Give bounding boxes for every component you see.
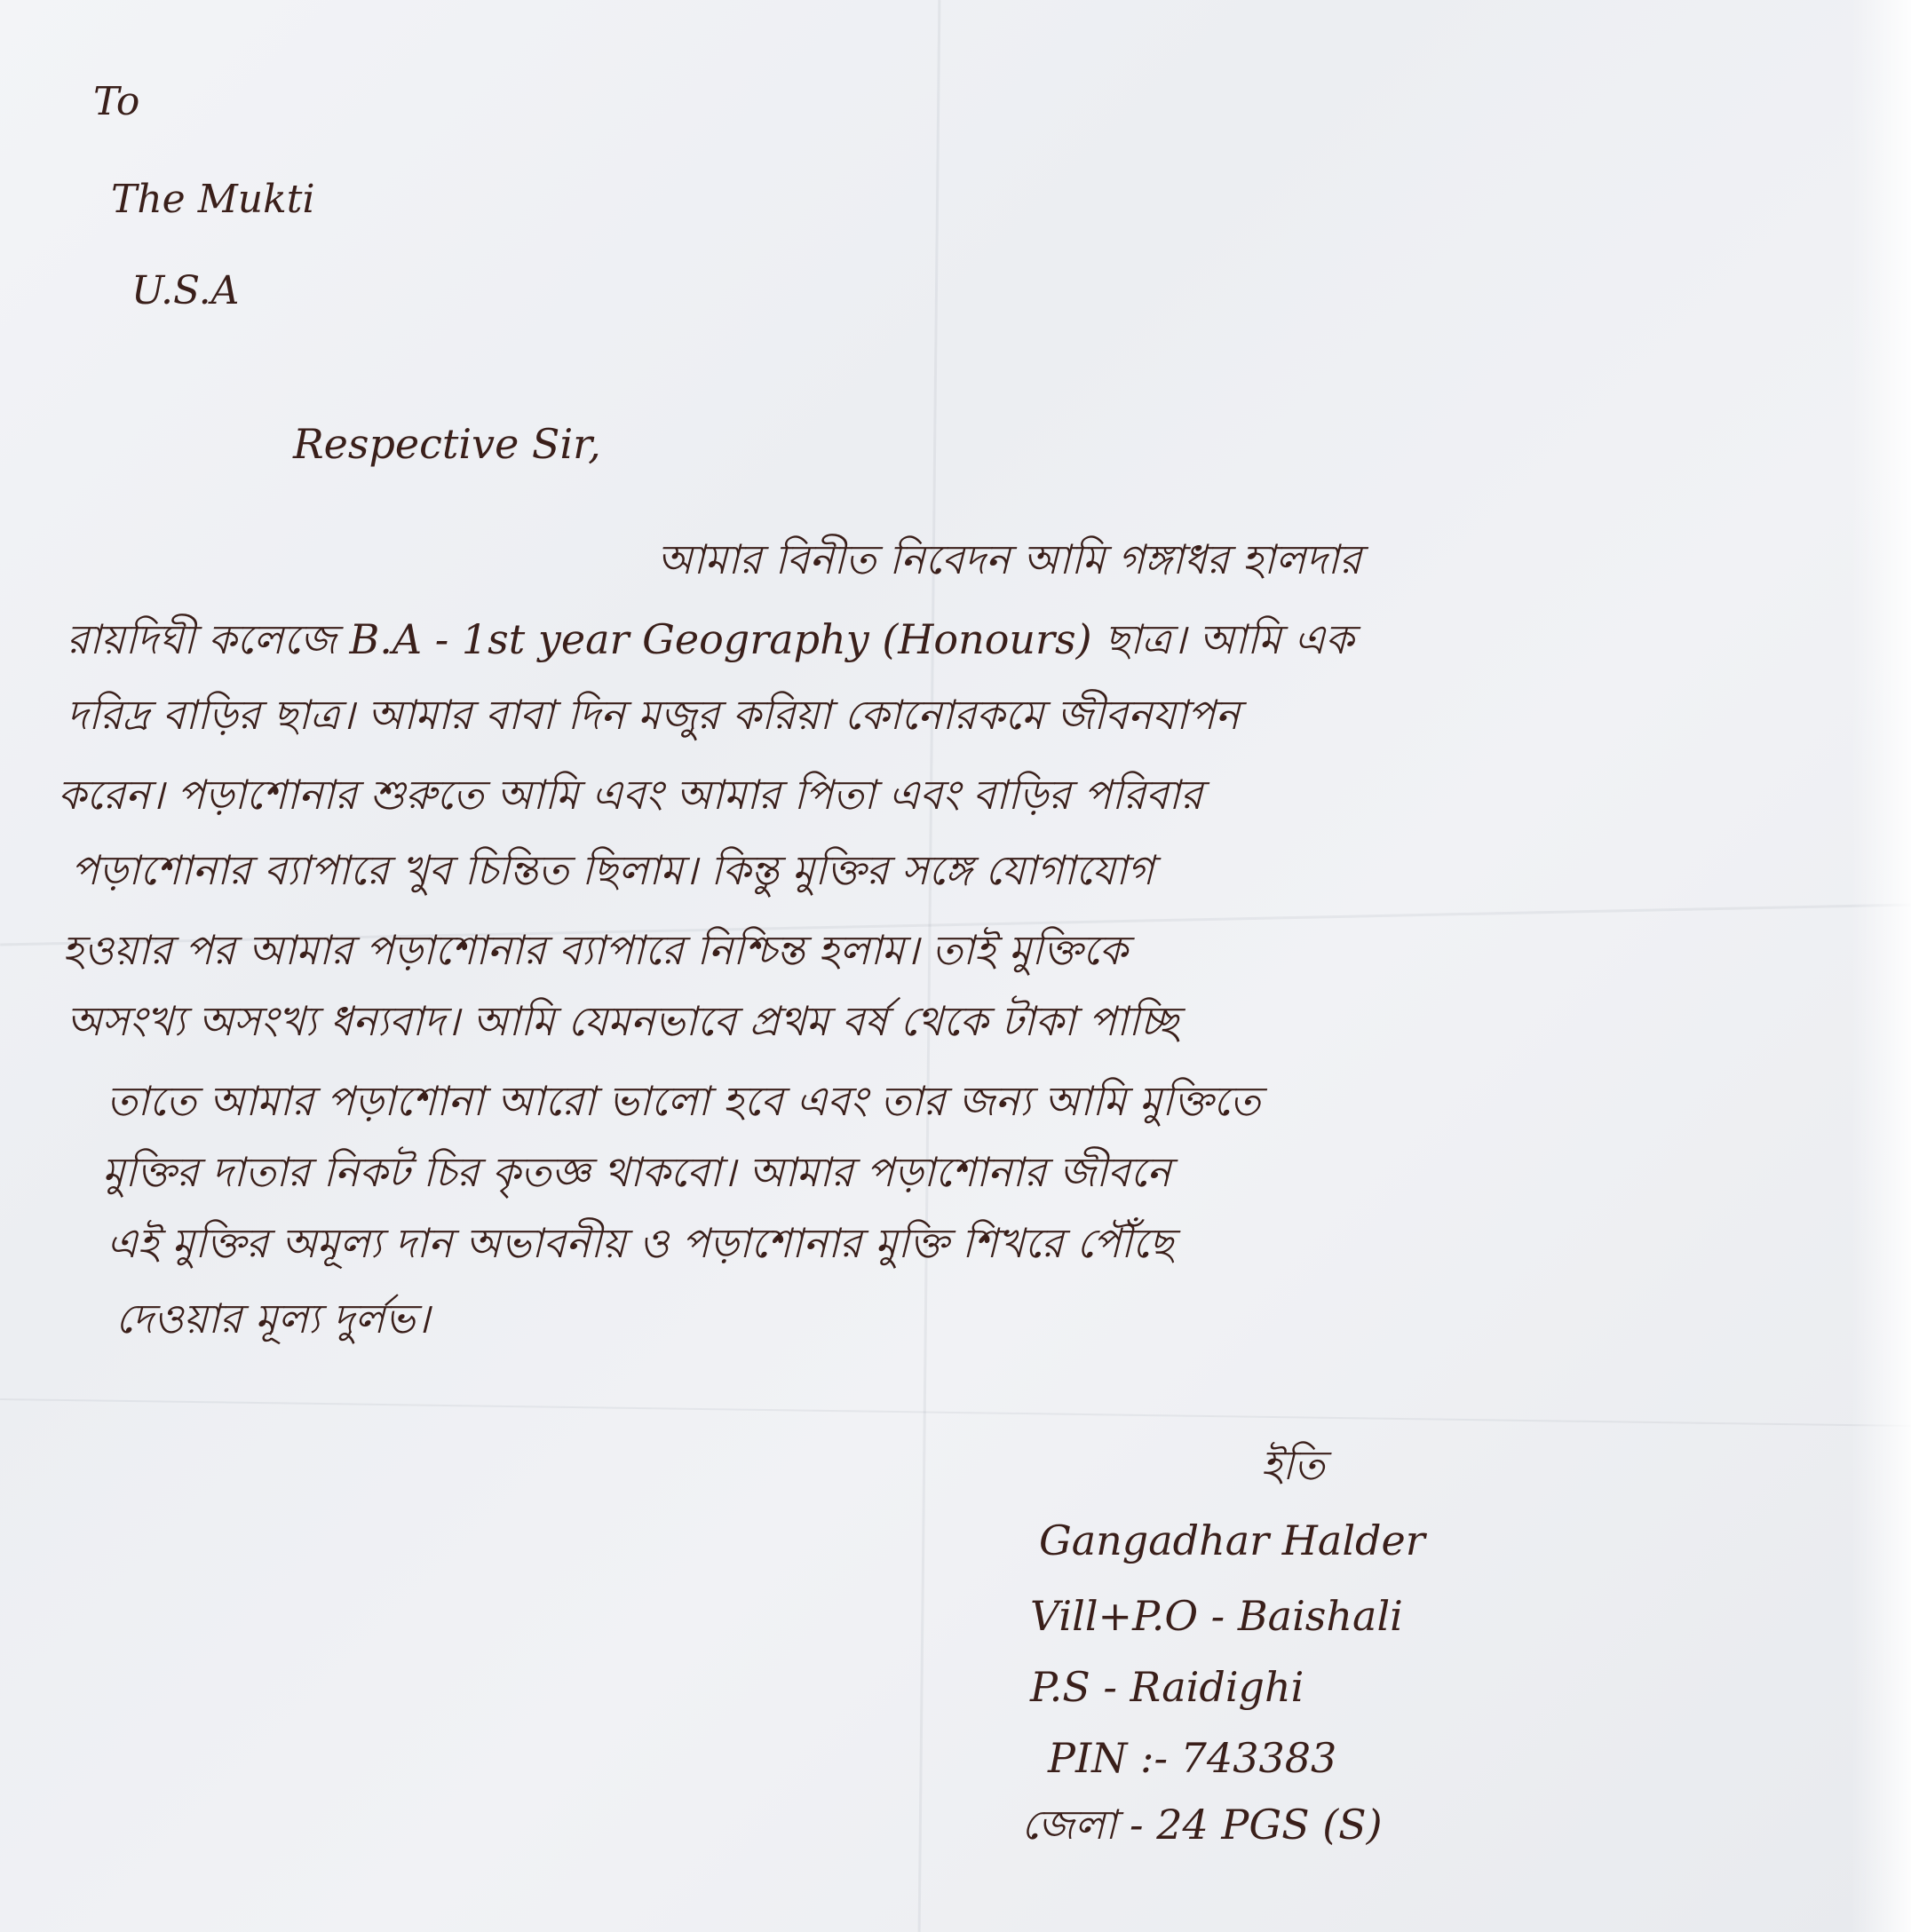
- recipient-name: The Mukti: [111, 177, 315, 222]
- paper-fold-lower: [0, 1398, 1911, 1427]
- body-line: দেওয়ার মূল্য দুর্লভ।: [115, 1295, 430, 1342]
- signature-name: Gangadhar Halder: [1039, 1516, 1425, 1564]
- body-line: পড়াশোনার ব্যাপারে খুব চিন্তিত ছিলাম। কিন্তু মুক্তির সঙ্গে যোগাযোগ: [71, 846, 1154, 894]
- body-line: এই মুক্তির অমূল্য দান অভাবনীয় ও পড়াশোনার মুক্তি শিখরে পৌঁছে: [107, 1219, 1174, 1267]
- body-line: রায়দিঘী কলেজে B.A - 1st year Geography (Honours) ছাত্র। আমি এক: [67, 615, 1354, 663]
- signature-pin: PIN :- 743383: [1048, 1734, 1337, 1782]
- signature-ps: P.S - Raidighi: [1030, 1663, 1304, 1711]
- recipient-country: U.S.A: [131, 268, 240, 313]
- body-line: করেন। পড়াশোনার শুরুতে আমি এবং আমার পিতা এবং বাড়ির পরিবার: [58, 771, 1203, 819]
- signature-vill-po: Vill+P.O - Baishali: [1030, 1592, 1403, 1640]
- body-line: হওয়ার পর আমার পড়াশোনার ব্যাপারে নিশ্চিন্ত হলাম। তাই মুক্তিকে: [62, 926, 1128, 974]
- salutation: Respective Sir,: [293, 420, 601, 468]
- body-line: তাতে আমার পড়াশোনা আরো ভালো হবে এবং তার জন্য আমি মুক্তিতে: [107, 1077, 1261, 1125]
- body-line: অসংখ্য অসংখ্য ধন্যবাদ। আমি যেমনভাবে প্রথম বর্ষ থেকে টাকা পাচ্ছি: [67, 997, 1179, 1045]
- body-line: দরিদ্র বাড়ির ছাত্র। আমার বাবা দিন মজুর করিয়া কোনোরকমে জীবনযাপন: [67, 691, 1240, 739]
- recipient-to: To: [93, 79, 140, 124]
- body-line: আমার বিনীত নিবেদন আমি গঙ্গাধর হালদার: [657, 535, 1362, 583]
- body-line: মুক্তির দাতার নিকট চির কৃতজ্ঞ থাকবো। আমার পড়াশোনার জীবনে: [102, 1148, 1171, 1196]
- paper-right-edge: [1852, 0, 1911, 1932]
- signature-dist: জেলা - 24 PGS (S): [1021, 1801, 1383, 1849]
- closing: ইতি: [1261, 1441, 1325, 1489]
